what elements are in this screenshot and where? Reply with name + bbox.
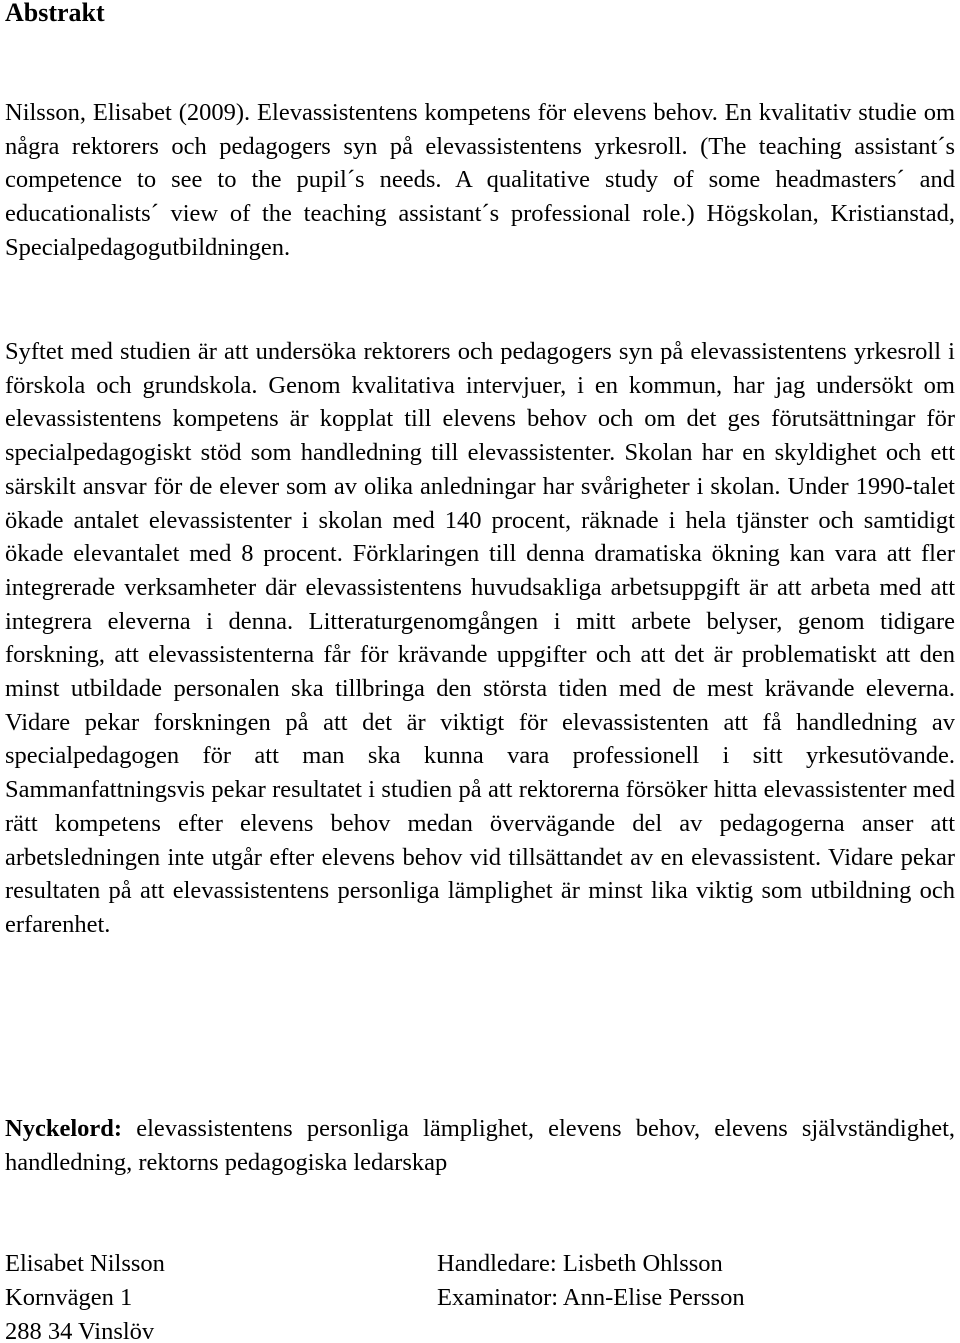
author-street: Kornvägen 1 (5, 1284, 133, 1311)
examiner-line: Examinator: Ann-Elise Persson (437, 1284, 745, 1311)
keywords-paragraph (5, 1112, 955, 1179)
abstract-heading: Abstrakt (5, 0, 105, 27)
keywords-label: Nyckelord: (5, 1115, 123, 1142)
keywords-text: elevassistentens personliga lämplighet, elevens behov, elevens självständighet, handledning, rektorns pedagogiska ledarskap (5, 1115, 955, 1176)
supervision-block (437, 1247, 745, 1315)
supervisor-line: Handledare: Lisbeth Ohlsson (437, 1250, 723, 1277)
abstract-paragraph: Syftet med studien är att undersöka rektorers och pedagogers syn på elevassistentens yrkesroll i förskola och grundskola. Genom kvalitativa intervjuer, i en kommun, har jag undersökt om elevassistentens kompetens är kopplat till elevens behov och om det ges förutsättningar för specialpedagogiskt stöd som handledning till elevassistenter. Skolan har en skyldighet och ett särskilt ansvar för de elever som av olika anledningar har svårigheter i skolan. Under 1990-talet ökade antalet elevassistenter i skolan med 140 procent, räknade i hela tjänster och samtidigt ökade elevantalet med 8 procent. Förklaringen till denna dramatiska ökning kan vara att fler integrerade verksamheter där elevassistentens huvudsakliga arbetsuppgift är att arbeta med att integrera eleverna i denna. Litteraturgenomgången i mitt arbete belyser, genom tidigare forskning, att elevassistenterna får för krävande uppgifter och att det är problematiskt att den minst utbildade personalen ska tillbringa den största tiden med de mest krävande eleverna. Vidare pekar forskningen på att det är viktigt för elevassistenten att få handledning av specialpedagogen för att man ska kunna vara professionell i sitt yrkesutövande. Sammanfattningsvis pekar resultatet i studien på att rektorerna försöker hitta elevassistenter med rätt kompetens efter elevens behov medan övervägande del av pedagogerna anser att arbetsledningen inte utgår efter elevens behov vid tillsättandet av en elevassistent. Vidare pekar resultaten på att elevassistentens personliga lämplighet är minst lika viktig som utbildning och erfarenhet. (5, 338, 955, 938)
author-postal: 288 34 Vinslöv (5, 1318, 155, 1343)
author-name: Elisabet Nilsson (5, 1250, 165, 1277)
author-contact-block (5, 1247, 165, 1343)
citation-paragraph: Nilsson, Elisabet (2009). Elevassistentens kompetens för elevens behov. En kvalitativ studie om några rektorers och pedagogers syn på elevassistentens yrkesroll. (The teaching assistant´s competence to see to the pupil´s needs. A qualitative study of some headmasters´ and educationalists´ view of the teaching assistant´s professional role.) Högskolan, Kristianstad, Specialpedagogutbildningen. (5, 99, 955, 261)
document-page (5, 0, 955, 1343)
